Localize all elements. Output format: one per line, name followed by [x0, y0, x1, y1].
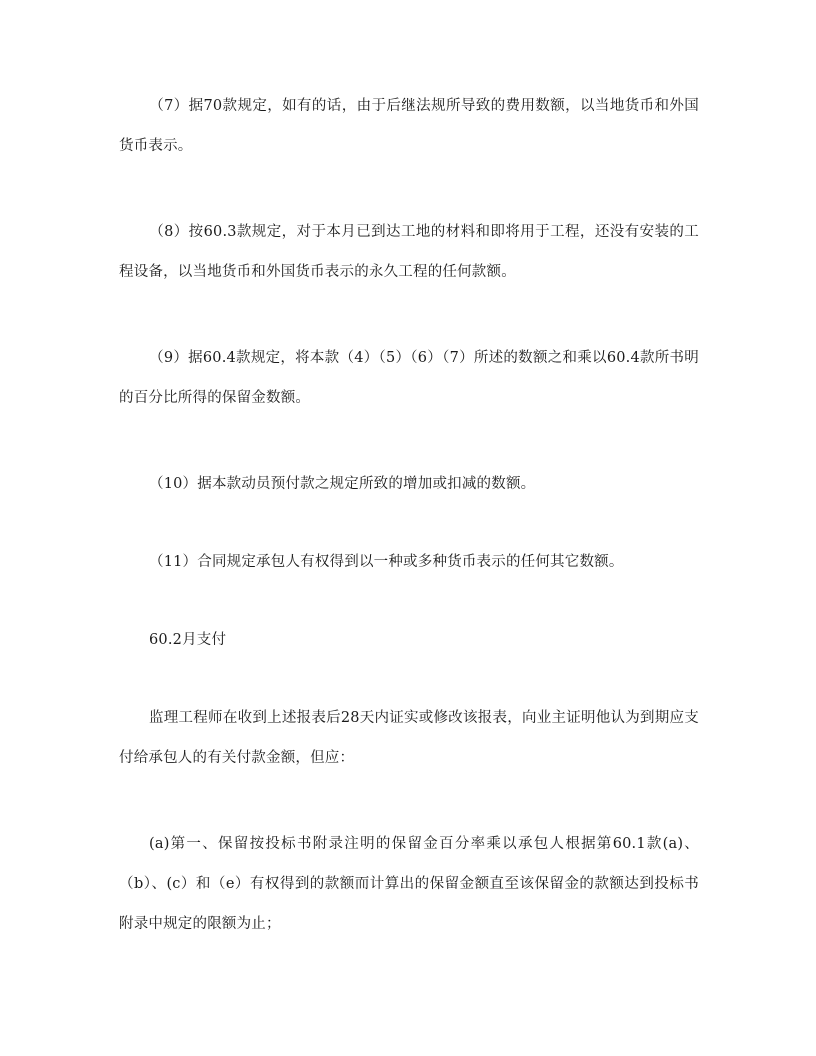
paragraph-item-a: [119, 824, 699, 944]
paragraph-text: （8）按60.3款规定，对于本月已到达工地的材料和即将用于工程，还没有安装的工程设备，以当地货币和外国货币表示的永久工程的任何款额。: [119, 224, 699, 280]
section-heading-60-2: [119, 620, 699, 660]
paragraph-item-8: [119, 212, 699, 292]
paragraph-item-11: [119, 542, 699, 582]
paragraph-text: （7）据70款规定，如有的话，由于后继法规所导致的费用数额，以当地货币和外国货币表示。: [119, 98, 699, 154]
paragraph-text: （11）合同规定承包人有权得到以一种或多种货币表示的任何其它数额。: [149, 554, 624, 570]
paragraph-item-9: [119, 338, 699, 418]
paragraph-text: （10）据本款动员预付款之规定所致的增加或扣减的数额。: [149, 476, 536, 492]
paragraph-text: （9）据60.4款规定，将本款（4）（5）（6）（7）所述的数额之和乘以60.4款所书明的百分比所得的保留金数额。: [119, 350, 699, 406]
paragraph-text: (a)第一、保留按投标书附录注明的保留金百分率乘以承包人根据第60.1款(a)、（b）、(c）和（e）有权得到的款额而计算出的保留金额直至该保留金的款额达到投标书附录中规定的限额为止；: [119, 836, 699, 932]
paragraph-engineer-certification: [119, 698, 699, 778]
paragraph-item-7: [119, 86, 699, 166]
section-heading-text: 60.2月支付: [149, 632, 227, 648]
paragraph-text: 监理工程师在收到上述报表后28天内证实或修改该报表，向业主证明他认为到期应支付给承包人的有关付款金额，但应：: [119, 710, 699, 766]
paragraph-item-10: [119, 464, 699, 504]
